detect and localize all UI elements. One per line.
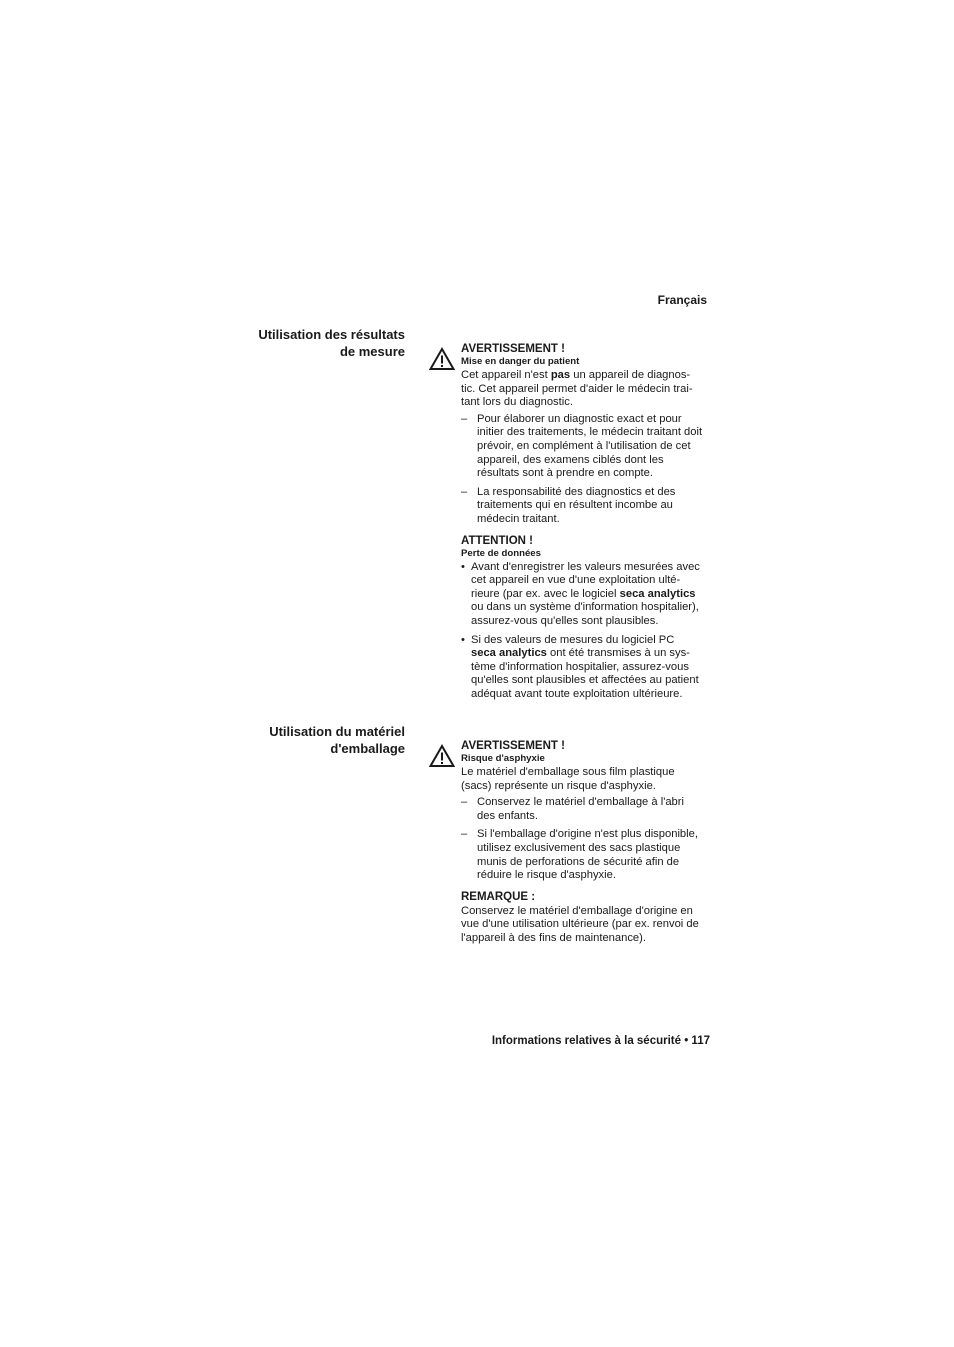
warning-intro: Le matériel d'emballage sous film plastique (sacs) représente un risque d'asphyxie. [461, 766, 675, 792]
warning-subtitle: Mise en danger du patient [461, 356, 580, 367]
list-item: – Si l'emballage d'origine n'est plus disponible, utilisez exclusivement des sacs plastique munis de perforations de sécurité afin de réduire le risque d'asphyxie. [461, 828, 698, 882]
warning-label: AVERTISSEMENT ! [461, 740, 565, 752]
warning-label: AVERTISSEMENT ! [461, 343, 565, 355]
warning-triangle-icon [429, 347, 455, 371]
attention-label: ATTENTION ! [461, 534, 533, 547]
page-footer: Informations relatives à la sécurité • 117 [491, 1035, 710, 1047]
list-item: – Conservez le matériel d'emballage à l'abri des enfants. [461, 796, 684, 822]
note-label: REMARQUE : [461, 890, 536, 903]
section-heading-packaging: Utilisation du matériel d'emballage [269, 724, 405, 756]
list-item: – Pour élaborer un diagnostic exact et pour initier des traitements, le médecin traitant doit prévoir, en complément à l'utilisation de cet appareil, des examens ciblés dont les résultats sont à prendre en compte. [461, 412, 703, 480]
list-item: • Avant d'enregistrer les valeurs mesurées avec cet appareil en vue d'une exploitation ulté- rieure (par ex. avec le logiciel seca analytics ou dans un système d'information hospitalier), assurez-vous qu'elles sont plausibles. [461, 560, 700, 627]
warning-block-asphyxia [461, 739, 711, 946]
list-item: • Si des valeurs de mesures du logiciel PC seca analytics ont été transmises à un sys- tème d'information hospitalier, assurez-vous qu'elles sont plausibles et affectées au patient adéquat avant toute exploitation ultérieure. [461, 633, 699, 700]
section-heading-results: Utilisation des résultats de mesure [258, 327, 405, 359]
list-item: – La responsabilité des diagnostics et des traitements qui en résultent incombe au médecin traitant. [461, 485, 676, 525]
warning-subtitle: Risque d'asphyxie [461, 753, 545, 764]
warning-block-patient [461, 342, 711, 701]
language-label: Français [657, 293, 707, 307]
warning-triangle-icon [429, 744, 455, 768]
warning-intro: Cet appareil n'est pas un appareil de diagnos- tic. Cet appareil permet d'aider le médecin trai- tant lors du diagnostic. [461, 369, 693, 409]
note-text: Conservez le matériel d'emballage d'origine en vue d'une utilisation ultérieure (par ex. renvoi de l'appareil à des fins de maintenance). [461, 904, 699, 944]
attention-subtitle: Perte de données [461, 547, 541, 559]
